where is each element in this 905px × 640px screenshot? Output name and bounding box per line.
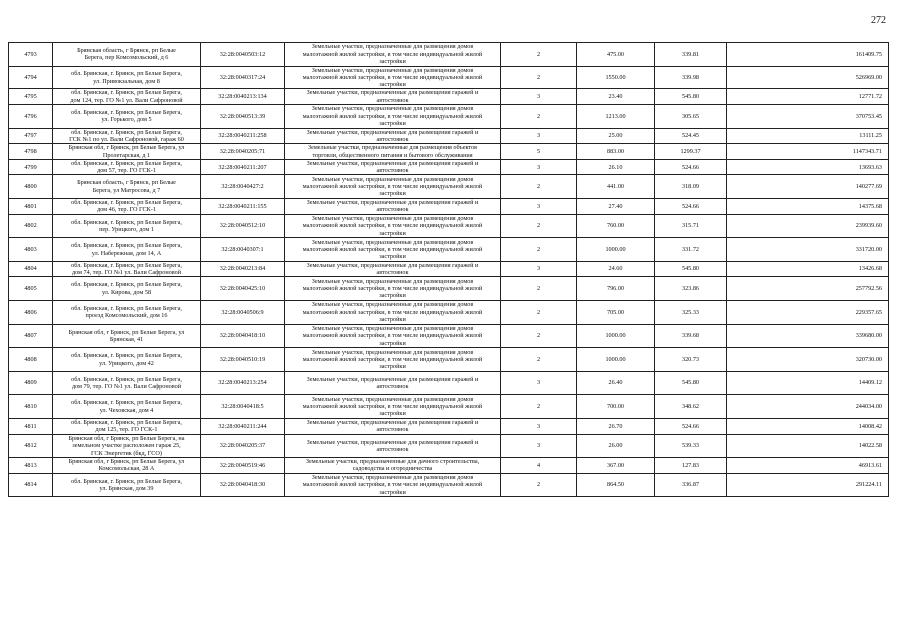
cell-group: 2 — [501, 395, 577, 419]
cell-cadastral: 32:28:0040427:2 — [201, 175, 285, 199]
cell-area: 883.00 — [577, 144, 655, 160]
table-row — [9, 199, 889, 215]
cell-cadastral: 32:28:0040205:37 — [201, 434, 285, 458]
cell-area: 26.70 — [577, 418, 655, 434]
cell-n: 4812 — [9, 434, 53, 458]
cell-group: 3 — [501, 261, 577, 277]
cell-area: 26.10 — [577, 159, 655, 175]
cell-area: 23.40 — [577, 89, 655, 105]
cell-cadastral: 32:28:0040512:10 — [201, 214, 285, 238]
cell-group: 2 — [501, 214, 577, 238]
table-row — [9, 144, 889, 160]
cell-purpose: Земельные участки, предназначенные для размещения домов малоэтажной жилой застройки, в том числе индивидуальной жилой застройки — [285, 348, 501, 372]
cell-address: обл. Брянская, г. Брянск, рп Белые Берега, ул. Чеховская, дом 4 — [53, 395, 201, 419]
cell-cadastral: 32:28:0040513:39 — [201, 105, 285, 129]
cell-group: 3 — [501, 128, 577, 144]
cell-rate: 127.83 — [655, 458, 727, 474]
cell-address: обл. Брянская, г. Брянск, рп Белые Берега, дом 57, тер. ГО ГСК-1 — [53, 159, 201, 175]
cell-group: 2 — [501, 473, 577, 497]
cell-n: 4793 — [9, 43, 53, 67]
cell-value: 13693.63 — [727, 159, 889, 175]
cell-area: 705.00 — [577, 301, 655, 325]
cell-purpose: Земельные участки, предназначенные для размещения домов малоэтажной жилой застройки, в том числе индивидуальной жилой застройки — [285, 214, 501, 238]
cell-n: 4809 — [9, 371, 53, 395]
table-row — [9, 348, 889, 372]
cell-area: 700.00 — [577, 395, 655, 419]
cell-purpose: Земельные участки, предназначенные для размещения гаражей и автостоянок — [285, 128, 501, 144]
cell-rate: 339.98 — [655, 66, 727, 89]
cell-address: обл. Брянская, г. Брянск, рп Белые Берега, дом 79, тер. ГО №1 ул. Вали Сафроновой — [53, 371, 201, 395]
cell-rate: 325.33 — [655, 301, 727, 325]
cell-value: 161409.75 — [727, 43, 889, 67]
cell-value: 46913.61 — [727, 458, 889, 474]
cell-n: 4798 — [9, 144, 53, 160]
cell-address: обл. Брянская, г. Брянск, рп Белые Берега, ГСК №1 по ул. Вали Сафроновой, гараж 60 — [53, 128, 201, 144]
table-row — [9, 473, 889, 497]
cell-value: 13426.68 — [727, 261, 889, 277]
cell-n: 4804 — [9, 261, 53, 277]
cell-n: 4806 — [9, 301, 53, 325]
cell-area: 796.00 — [577, 277, 655, 301]
cell-purpose: Земельные участки, предназначенные для размещения домов малоэтажной жилой застройки, в том числе индивидуальной жилой застройки — [285, 105, 501, 129]
cell-group: 2 — [501, 105, 577, 129]
cell-group: 2 — [501, 348, 577, 372]
cell-cadastral: 32:28:0040211:155 — [201, 199, 285, 215]
cell-address: обл. Брянская, г. Брянск, рп Белые Берега, ул. Набережная, дом 14, А — [53, 238, 201, 262]
table-row — [9, 128, 889, 144]
cell-purpose: Земельные участки, предназначенные для размещения домов малоэтажной жилой застройки, в том числе индивидуальной жилой застройки — [285, 175, 501, 199]
cell-group: 2 — [501, 301, 577, 325]
cell-group: 2 — [501, 43, 577, 67]
cell-purpose: Земельные участки, предназначенные для размещения домов малоэтажной жилой застройки, в том числе индивидуальной жилой застройки — [285, 395, 501, 419]
cell-rate: 339.81 — [655, 43, 727, 67]
cell-purpose: Земельные участки, предназначенные для размещения домов малоэтажной жилой застройки, в том числе индивидуальной жилой застройки — [285, 66, 501, 89]
cell-rate: 524.66 — [655, 199, 727, 215]
cell-address: обл. Брянская, г. Брянск, рп Белые Берега, пер. Урицкого, дом 1 — [53, 214, 201, 238]
table-row — [9, 214, 889, 238]
cell-value: 13111.25 — [727, 128, 889, 144]
cell-n: 4811 — [9, 418, 53, 434]
table-row — [9, 261, 889, 277]
cell-value: 239939.60 — [727, 214, 889, 238]
page-number: 272 — [871, 15, 886, 26]
cell-rate: 331.72 — [655, 238, 727, 262]
cell-area: 367.00 — [577, 458, 655, 474]
cell-group: 2 — [501, 324, 577, 348]
cell-area: 24.60 — [577, 261, 655, 277]
cell-address: обл. Брянская, г. Брянск, рп Белые Берега, ул. Кирова, дом 58 — [53, 277, 201, 301]
cell-area: 1213.00 — [577, 105, 655, 129]
cell-cadastral: 32:28:0040418:30 — [201, 473, 285, 497]
cell-address: обл. Брянская, г. Брянск, рп Белые Берега, дом 46, тер. ГО ГСК-1 — [53, 199, 201, 215]
table-row — [9, 89, 889, 105]
cell-address: Брянская область, г Брянск, рп Белые Берега, пер Комсомольский, д 6 — [53, 43, 201, 67]
cell-n: 4808 — [9, 348, 53, 372]
cell-address: Брянская обл, г Брянск, рп Белые Берега, ул Брянская, 41 — [53, 324, 201, 348]
cell-value: 320730.00 — [727, 348, 889, 372]
cell-area: 26.00 — [577, 434, 655, 458]
cell-n: 4797 — [9, 128, 53, 144]
cell-rate: 545.80 — [655, 371, 727, 395]
cell-area: 441.00 — [577, 175, 655, 199]
cell-n: 4799 — [9, 159, 53, 175]
cell-value: 14409.12 — [727, 371, 889, 395]
table-row — [9, 301, 889, 325]
cell-address: обл. Брянская, г. Брянск, рп Белые Берега, ул. Брянская, дом 39 — [53, 473, 201, 497]
cell-rate: 339.68 — [655, 324, 727, 348]
cell-value: 229357.65 — [727, 301, 889, 325]
cell-rate: 318.09 — [655, 175, 727, 199]
cell-purpose: Земельные участки, предназначенные для размещения домов малоэтажной жилой застройки, в том числе индивидуальной жилой застройки — [285, 324, 501, 348]
cell-group: 3 — [501, 159, 577, 175]
cell-purpose: Земельные участки, предназначенные для размещения домов малоэтажной жилой застройки, в том числе индивидуальной жилой застройки — [285, 238, 501, 262]
cell-area: 1000.00 — [577, 348, 655, 372]
cell-rate: 323.86 — [655, 277, 727, 301]
cell-group: 5 — [501, 144, 577, 160]
cell-purpose: Земельные участки, предназначенные для размещения гаражей и автостоянок — [285, 199, 501, 215]
cell-cadastral: 32:28:0040425:10 — [201, 277, 285, 301]
table-row — [9, 458, 889, 474]
cell-rate: 336.87 — [655, 473, 727, 497]
cell-address: обл. Брянская, г. Брянск, рп Белые Берега, ул. Урицкого, дом 42 — [53, 348, 201, 372]
cell-n: 4810 — [9, 395, 53, 419]
cell-area: 1000.00 — [577, 238, 655, 262]
cell-cadastral: 32:28:0040211:258 — [201, 128, 285, 144]
cell-address: обл. Брянская, г. Брянск, рп Белые Берега, ул. Горького, дом 5 — [53, 105, 201, 129]
table-row — [9, 277, 889, 301]
cell-cadastral: 32:28:0040519:46 — [201, 458, 285, 474]
cell-cadastral: 32:28:0040205:71 — [201, 144, 285, 160]
table-row — [9, 238, 889, 262]
cell-address: обл. Брянская, г. Брянск, рп Белые Берега, дом 124, тер. ГО №1 ул. Вали Сафроновой — [53, 89, 201, 105]
cell-purpose: Земельные участки, предназначенные для размещения объектов торговли, общественного питания и бытового обслуживания — [285, 144, 501, 160]
table-row — [9, 324, 889, 348]
cell-purpose: Земельные участки, предназначенные для размещения гаражей и автостоянок — [285, 261, 501, 277]
cell-group: 3 — [501, 371, 577, 395]
cell-address: обл. Брянская, г. Брянск, рп Белые Берега, дом 74, тер. ГО №1 ул. Вали Сафроновой — [53, 261, 201, 277]
cell-value: 14022.58 — [727, 434, 889, 458]
cell-cadastral: 32:28:0040213:84 — [201, 261, 285, 277]
cell-rate: 320.73 — [655, 348, 727, 372]
cell-value: 244034.00 — [727, 395, 889, 419]
cell-group: 2 — [501, 277, 577, 301]
cell-n: 4814 — [9, 473, 53, 497]
cell-group: 2 — [501, 175, 577, 199]
cell-n: 4795 — [9, 89, 53, 105]
cell-purpose: Земельные участки, предназначенные для размещения гаражей и автостоянок — [285, 89, 501, 105]
cell-value: 12771.72 — [727, 89, 889, 105]
cell-purpose: Земельные участки, предназначенные для размещения гаражей и автостоянок — [285, 418, 501, 434]
cell-address: Брянская область, г Брянск, рп Белые Берега, ул Матросова, д 7 — [53, 175, 201, 199]
cell-n: 4800 — [9, 175, 53, 199]
cell-value: 257792.56 — [727, 277, 889, 301]
cell-cadastral: 32:28:0040506:9 — [201, 301, 285, 325]
cell-n: 4813 — [9, 458, 53, 474]
cell-n: 4794 — [9, 66, 53, 89]
cell-area: 475.00 — [577, 43, 655, 67]
table-row — [9, 395, 889, 419]
cell-value: 370753.45 — [727, 105, 889, 129]
cell-purpose: Земельные участки, предназначенные для дачного строительства, садоводства и огородничества — [285, 458, 501, 474]
cell-rate: 545.80 — [655, 89, 727, 105]
cell-group: 3 — [501, 199, 577, 215]
cell-cadastral: 32:28:0040510:19 — [201, 348, 285, 372]
table-row — [9, 371, 889, 395]
table-row — [9, 418, 889, 434]
cell-address: обл. Брянская, г. Брянск, рп Белые Берега, дом 125, тер. ГО ГСК-1 — [53, 418, 201, 434]
cell-rate: 305.65 — [655, 105, 727, 129]
cell-address: Брянская обл, г Брянск, рп Белые Берега, на земельном участке расположен гараж 25, ГСК Энергетик (бкд, ГСО) — [53, 434, 201, 458]
cell-purpose: Земельные участки, предназначенные для размещения домов малоэтажной жилой застройки, в том числе индивидуальной жилой застройки — [285, 43, 501, 67]
cell-value: 14008.42 — [727, 418, 889, 434]
cell-address: Брянская обл, г Брянск, рп Белые Берега, ул Пролетарская, д 1 — [53, 144, 201, 160]
cell-rate: 545.80 — [655, 261, 727, 277]
cell-cadastral: 32:28:0040211:207 — [201, 159, 285, 175]
cell-rate: 524.66 — [655, 159, 727, 175]
cell-cadastral: 32:28:0040213:254 — [201, 371, 285, 395]
cell-area: 25.00 — [577, 128, 655, 144]
cell-n: 4796 — [9, 105, 53, 129]
table-row — [9, 66, 889, 89]
cell-group: 4 — [501, 458, 577, 474]
cell-cadastral: 32:28:0040211:244 — [201, 418, 285, 434]
cell-purpose: Земельные участки, предназначенные для размещения гаражей и автостоянок — [285, 371, 501, 395]
cell-address: обл. Брянская, г. Брянск, рп Белые Берега, ул. Привокзальная, дом 8 — [53, 66, 201, 89]
cell-group: 2 — [501, 238, 577, 262]
cell-group: 3 — [501, 418, 577, 434]
cell-n: 4803 — [9, 238, 53, 262]
cell-cadastral: 32:28:0040213:134 — [201, 89, 285, 105]
cell-purpose: Земельные участки, предназначенные для размещения домов малоэтажной жилой застройки, в том числе индивидуальной жилой застройки — [285, 277, 501, 301]
cell-rate: 348.62 — [655, 395, 727, 419]
cell-purpose: Земельные участки, предназначенные для размещения домов малоэтажной жилой застройки, в том числе индивидуальной жилой застройки — [285, 301, 501, 325]
cell-value: 526969.00 — [727, 66, 889, 89]
table-row — [9, 175, 889, 199]
cell-area: 760.00 — [577, 214, 655, 238]
cell-group: 2 — [501, 66, 577, 89]
cell-n: 4807 — [9, 324, 53, 348]
cell-value: 14375.68 — [727, 199, 889, 215]
cell-value: 291224.11 — [727, 473, 889, 497]
cell-cadastral: 32:28:0040418:5 — [201, 395, 285, 419]
cell-area: 864.50 — [577, 473, 655, 497]
cell-address: Брянская обл, г Брянск, рп Белые Берега, ул Комсомольская, 28 А — [53, 458, 201, 474]
cell-area: 1550.00 — [577, 66, 655, 89]
cell-address: обл. Брянская, г. Брянск, рп Белые Берега, проезд Комсомольский, дом 16 — [53, 301, 201, 325]
table-row — [9, 105, 889, 129]
cell-rate: 524.66 — [655, 418, 727, 434]
cell-n: 4805 — [9, 277, 53, 301]
cell-value: 339680.00 — [727, 324, 889, 348]
table-row — [9, 43, 889, 67]
cadastral-value-table — [8, 42, 889, 497]
cell-area: 27.40 — [577, 199, 655, 215]
cell-rate: 1299.37 — [655, 144, 727, 160]
cell-cadastral: 32:28:0040418:10 — [201, 324, 285, 348]
cell-cadastral: 32:28:0040503:12 — [201, 43, 285, 67]
cell-value: 1147343.71 — [727, 144, 889, 160]
cell-group: 3 — [501, 434, 577, 458]
cell-value: 140277.69 — [727, 175, 889, 199]
cell-rate: 539.33 — [655, 434, 727, 458]
cell-purpose: Земельные участки, предназначенные для размещения гаражей и автостоянок — [285, 159, 501, 175]
cell-cadastral: 32:28:0040317:24 — [201, 66, 285, 89]
cell-value: 331720.00 — [727, 238, 889, 262]
cell-n: 4801 — [9, 199, 53, 215]
cell-n: 4802 — [9, 214, 53, 238]
cell-purpose: Земельные участки, предназначенные для размещения гаражей и автостоянок — [285, 434, 501, 458]
cell-area: 26.40 — [577, 371, 655, 395]
cell-rate: 524.45 — [655, 128, 727, 144]
table-row — [9, 434, 889, 458]
cell-cadastral: 32:28:0040307:1 — [201, 238, 285, 262]
cell-purpose: Земельные участки, предназначенные для размещения домов малоэтажной жилой застройки, в том числе индивидуальной жилой застройки — [285, 473, 501, 497]
cell-area: 1000.00 — [577, 324, 655, 348]
cell-rate: 315.71 — [655, 214, 727, 238]
table-body — [9, 43, 889, 497]
cell-group: 3 — [501, 89, 577, 105]
table-row — [9, 159, 889, 175]
